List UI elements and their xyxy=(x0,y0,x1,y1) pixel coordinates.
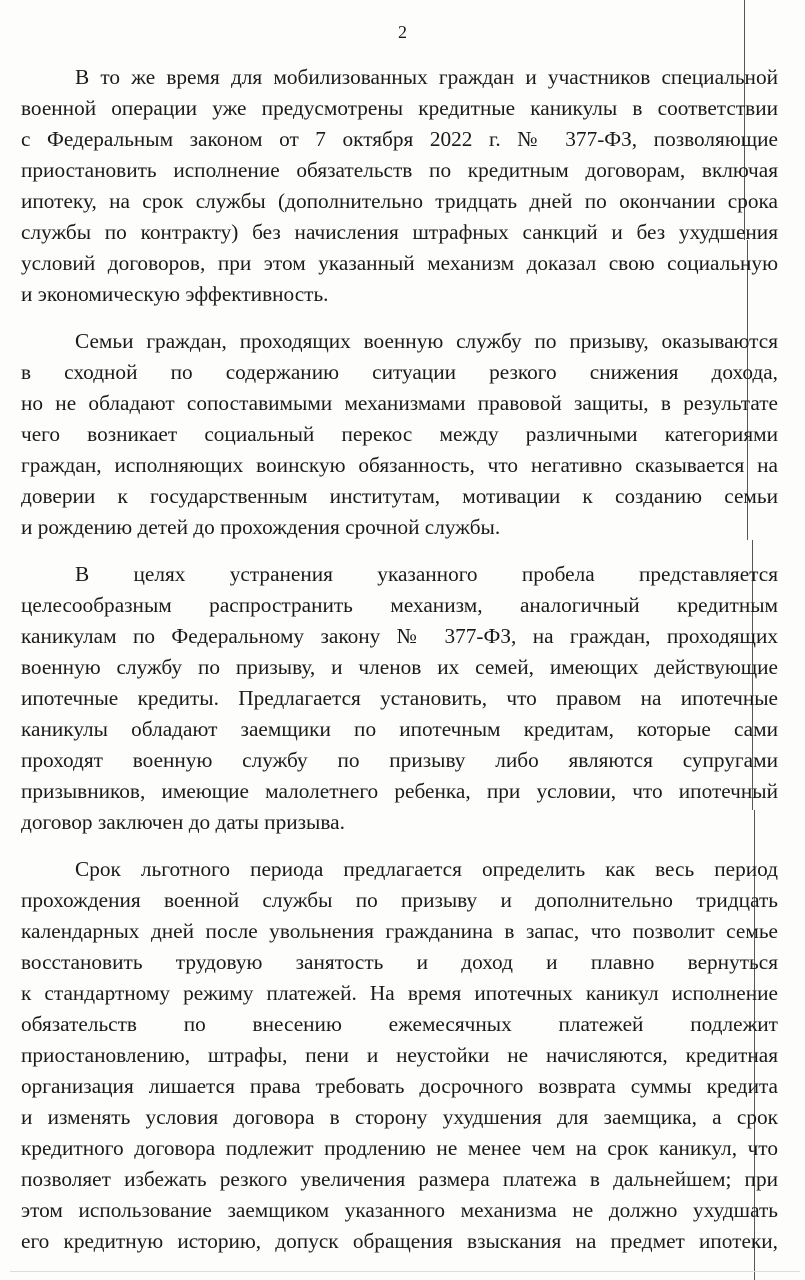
text-line: и изменять условия договора в сторону ухудшения для заемщика, а срок xyxy=(21,1105,778,1129)
text-line: но не обладают сопоставимыми механизмами правовой защиты, в результате xyxy=(21,391,778,415)
text-line: каникулам по Федеральному закону № 377-ФЗ, на граждан, проходящих xyxy=(21,624,778,648)
text-line: в сходной по содержанию ситуации резкого снижения дохода, xyxy=(21,360,778,384)
text-line: службы по контракту) без начисления штрафных санкций и без ухудшения xyxy=(21,220,778,244)
text-line: граждан, исполняющих воинскую обязанность, что негативно сказывается на xyxy=(21,453,778,477)
paragraph-4 xyxy=(21,854,778,1257)
text-line: ипотечные кредиты. Предлагается установить, что правом на ипотечные xyxy=(21,686,778,710)
text-line: условий договоров, при этом указанный механизм доказал свою социальную xyxy=(21,251,778,275)
text-line: призывников, имеющие малолетнего ребенка, при условии, что ипотечный xyxy=(21,779,778,803)
scan-edge-shadow xyxy=(10,1271,800,1272)
paragraph-3 xyxy=(21,559,778,838)
text-line: каникулы обладают заемщики по ипотечным кредитам, которые сами xyxy=(21,717,778,741)
text-line: В то же время для мобилизованных граждан и участников специальной xyxy=(75,65,778,89)
text-line: военной операции уже предусмотрены кредитные каникулы в соответствии xyxy=(21,96,778,120)
text-line: приостановлению, штрафы, пени и неустойки не начисляются, кредитная xyxy=(21,1043,778,1067)
text-line: проходят военную службу по призыву либо являются супругами xyxy=(21,748,778,772)
text-line: его кредитную историю, допуск обращения взыскания на предмет ипотеки, xyxy=(21,1229,778,1253)
text-line: и экономическую эффективность. xyxy=(21,282,329,306)
text-line: ипотеку, на срок службы (дополнительно тридцать дней по окончании срока xyxy=(21,189,778,213)
text-line: чего возникает социальный перекос между различными категориями xyxy=(21,422,778,446)
paragraph-1 xyxy=(21,62,778,310)
text-line: организация лишается права требовать досрочного возврата суммы кредита xyxy=(21,1074,778,1098)
paragraph-2 xyxy=(21,326,778,543)
text-line: прохождения военной службы по призыву и дополнительно тридцать xyxy=(21,888,778,912)
text-line: договор заключен до даты призыва. xyxy=(21,810,345,834)
text-line: Семьи граждан, проходящих военную службу по призыву, оказываются xyxy=(75,329,778,353)
text-line: и рождению детей до прохождения срочной службы. xyxy=(21,515,501,539)
text-line: позволяет избежать резкого увеличения размера платежа в дальнейшем; при xyxy=(21,1167,778,1191)
page-number: 2 xyxy=(398,22,407,42)
text-line: доверии к государственным институтам, мотивации к созданию семьи xyxy=(21,484,778,508)
text-line: приостановить исполнение обязательств по кредитным договорам, включая xyxy=(21,158,778,182)
text-line: кредитного договора подлежит продлению не менее чем на срок каникул, что xyxy=(21,1136,778,1160)
text-line: к стандартному режиму платежей. На время ипотечных каникул исполнение xyxy=(21,981,778,1005)
text-line: военную службу по призыву, и членов их семей, имеющих действующие xyxy=(21,655,778,679)
text-line: В целях устранения указанного пробела представляется xyxy=(75,562,778,586)
text-line: с Федеральным законом от 7 октября 2022 г. № 377-ФЗ, позволяющие xyxy=(21,127,778,151)
text-line: восстановить трудовую занятость и доход и плавно вернуться xyxy=(21,950,778,974)
document-body xyxy=(21,62,778,1257)
text-line: целесообразным распространить механизм, аналогичный кредитным xyxy=(21,593,778,617)
text-line: календарных дней после увольнения гражданина в запас, что позволит семье xyxy=(21,919,778,943)
text-line: этом использование заемщиком указанного механизма не должно ухудшать xyxy=(21,1198,778,1222)
text-line: Срок льготного периода предлагается определить как весь период xyxy=(75,857,778,881)
text-line: обязательств по внесению ежемесячных платежей подлежит xyxy=(21,1012,778,1036)
